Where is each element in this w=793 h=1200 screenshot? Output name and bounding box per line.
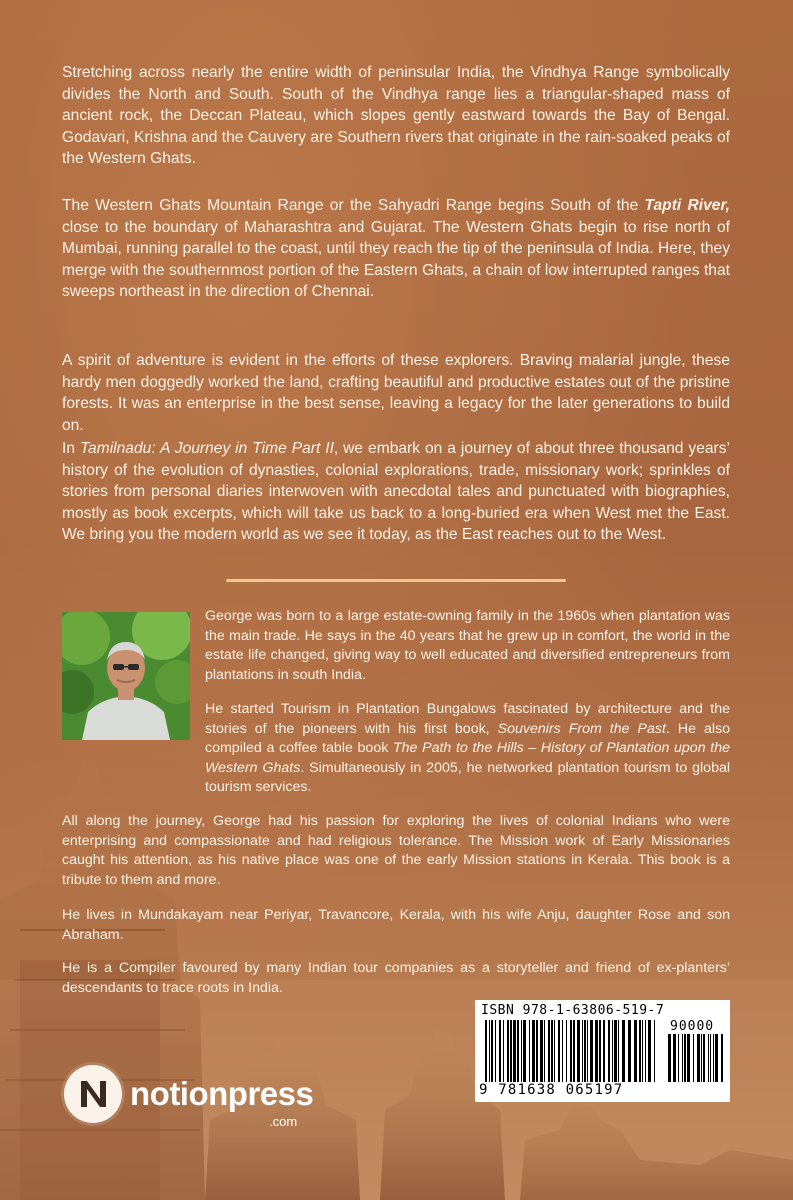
barcode-bar bbox=[684, 1034, 686, 1082]
barcode-bar bbox=[507, 1020, 509, 1082]
synopsis-paragraph-1: Stretching across nearly the entire width of peninsular India, the Vindhya Range symbolically divides the North and South. South of the Vindhya range lies a triangular-shaped mass of ancient rock, the Deccan Plateau, which slopes gently eastward towards the Bay of Bengal. Godavari, Krishna and the Cauvery are Southern rivers that originate in the rain-soaked peaks of the Western Ghats. bbox=[62, 64, 730, 168]
barcode-bar bbox=[622, 1020, 625, 1082]
barcode-bar bbox=[703, 1034, 705, 1082]
barcode-bar bbox=[595, 1020, 598, 1082]
barcode-bar bbox=[491, 1020, 493, 1082]
barcode-bar bbox=[614, 1020, 617, 1082]
barcode-bar bbox=[573, 1020, 575, 1082]
author-bio-paragraph-5: He is a Compiler favoured by many Indian tour companies as a storyteller and friend of ex-planters’ descendants to trace roots in India. bbox=[62, 960, 730, 996]
barcode-bar bbox=[548, 1020, 550, 1082]
barcode-bar bbox=[697, 1034, 700, 1082]
barcode-bar bbox=[577, 1020, 580, 1082]
barcode-bar bbox=[517, 1020, 519, 1082]
barcode-bar bbox=[523, 1020, 526, 1082]
barcode-bar bbox=[645, 1020, 646, 1082]
barcode-bar bbox=[710, 1034, 711, 1082]
barcode-bar bbox=[708, 1034, 709, 1082]
barcode-bar bbox=[521, 1020, 522, 1082]
barcode-bar bbox=[566, 1020, 567, 1082]
barcode-bar bbox=[529, 1020, 530, 1082]
barcode-bar bbox=[590, 1020, 593, 1082]
barcode-bar bbox=[634, 1020, 637, 1082]
author-photo bbox=[62, 612, 190, 740]
barcode-bar bbox=[599, 1020, 601, 1082]
barcode-bar bbox=[608, 1020, 610, 1082]
barcode-bar bbox=[654, 1020, 655, 1082]
addon-digits: 90000 bbox=[670, 1019, 715, 1034]
addon-barcode-bars bbox=[668, 1034, 724, 1082]
synopsis-paragraph-3: A spirit of adventure is evident in the efforts of these explorers. Braving malarial jungle, these hardy men doggedly worked the land, crafting beautiful and productive estates out of the pristine forests. It was an enterprise in the best sense, leaving a legacy for the later generations to build on. bbox=[62, 352, 730, 434]
barcode-bar bbox=[489, 1020, 490, 1082]
isbn-barcode bbox=[475, 1000, 730, 1102]
author-bio-paragraph-2: He started Tourism in Plantation Bungalows fascinated by architecture and the stories of the pioneers with his first book, Souvenirs From the Past. He also compiled a coffee table book The Path to the Hills – History of Plantation upon the Western Ghats. Simultaneously in 2005, he networked plantation tourism to global tourism services. bbox=[205, 701, 730, 796]
section-divider bbox=[226, 579, 566, 582]
barcode-bar bbox=[582, 1020, 583, 1082]
publisher-logo bbox=[64, 1065, 314, 1135]
barcode-bar bbox=[701, 1034, 702, 1082]
ean-digits: 9 781638 065197 bbox=[479, 1082, 624, 1098]
barcode-bar bbox=[612, 1020, 613, 1082]
barcode-bar bbox=[628, 1020, 631, 1082]
barcode-bar bbox=[639, 1020, 641, 1082]
barcode-bar bbox=[715, 1034, 718, 1082]
author-bio-paragraph-4: He lives in Mundakayam near Periyar, Travancore, Kerala, with his wife Anju, daughter Rose and son Abraham. bbox=[62, 907, 730, 943]
barcode-bar bbox=[693, 1034, 694, 1082]
barcode-bar bbox=[540, 1020, 543, 1082]
synopsis-paragraph-2: The Western Ghats Mountain Range or the Sahyadri Range begins South of the Tapti River, close to the boundary of Maharashtra and Gujarat. The Western Ghats begin to rise north of Mumbai, running parallel to the coast, until they reach the tip of the peninsula of India. Here, they merge with the southernmost portion of the Eastern Ghats, a chain of low interrupted ranges that sweeps northeast in the direction of Chennai. bbox=[62, 197, 730, 301]
barcode-bar bbox=[544, 1020, 545, 1082]
barcode-bar bbox=[562, 1020, 563, 1082]
barcode-bar bbox=[673, 1034, 676, 1082]
barcode-bar bbox=[485, 1020, 487, 1082]
barcode-bar bbox=[510, 1020, 512, 1082]
barcode-bar bbox=[678, 1034, 679, 1082]
book-title: Tamilnadu: A Journey in Time Part II bbox=[79, 440, 334, 457]
barcode-bar bbox=[558, 1020, 560, 1082]
notionpress-logo-icon bbox=[64, 1065, 122, 1123]
barcode-bar bbox=[554, 1020, 555, 1082]
barcode-bar bbox=[603, 1020, 605, 1082]
barcode-bar bbox=[687, 1034, 690, 1082]
synopsis-paragraph-4: In Tamilnadu: A Journey in Time Part II, we embark on a journey of about three thousand years’ history of the evolution of dynasties, colonial explorations, trade, missionary work; sprinkles of stories from personal diaries interwoven with anecdotal tales and punctuated with biographies, mostly as book excerpts, which will take us back to a long-buried era when West met the East. We bring you the modern world as we see it today, as the East reaches out to the West. bbox=[62, 440, 730, 544]
publisher-name: notionpress bbox=[130, 1075, 314, 1112]
barcode-bar bbox=[587, 1020, 588, 1082]
barcode-bar bbox=[513, 1020, 516, 1082]
barcode-bar bbox=[495, 1020, 496, 1082]
isbn-label: ISBN 978-1-63806-519-7 bbox=[481, 1003, 665, 1018]
barcode-bar bbox=[668, 1034, 671, 1082]
ean-barcode-bars bbox=[485, 1020, 660, 1082]
publisher-domain: .com bbox=[269, 1114, 298, 1129]
barcode-bar bbox=[570, 1020, 572, 1082]
author-bio-paragraph-1: George was born to a large estate-owning family in the 1960s when plantation was the main trade. He says in the 40 years that he grew up in comfort, the world in the estate life changed, giving way to well educated and diversified entrepreneurs from plantations in south India. bbox=[205, 608, 730, 683]
barcode-bar bbox=[499, 1020, 501, 1082]
barcode-bar bbox=[618, 1020, 619, 1082]
barcode-bar bbox=[503, 1020, 504, 1082]
barcode-bar bbox=[682, 1034, 683, 1082]
barcode-bar bbox=[721, 1034, 723, 1082]
author-bio-paragraph-3: All along the journey, George had his passion for exploring the lives of colonial Indians who were enterprising and compassionate and had religious tolerance. The Mission work of Early Missionaries caught his attention, as his native place was one of the early Mission stations in Kerala. This book is a tribute to them and more. bbox=[62, 813, 730, 888]
barcode-bar bbox=[713, 1034, 714, 1082]
barcode-bar bbox=[648, 1020, 651, 1082]
barcode-bar bbox=[551, 1020, 553, 1082]
barcode-bar bbox=[532, 1020, 535, 1082]
barcode-bar bbox=[584, 1020, 586, 1082]
barcode-bar bbox=[642, 1020, 643, 1082]
barcode-bar bbox=[536, 1020, 538, 1082]
